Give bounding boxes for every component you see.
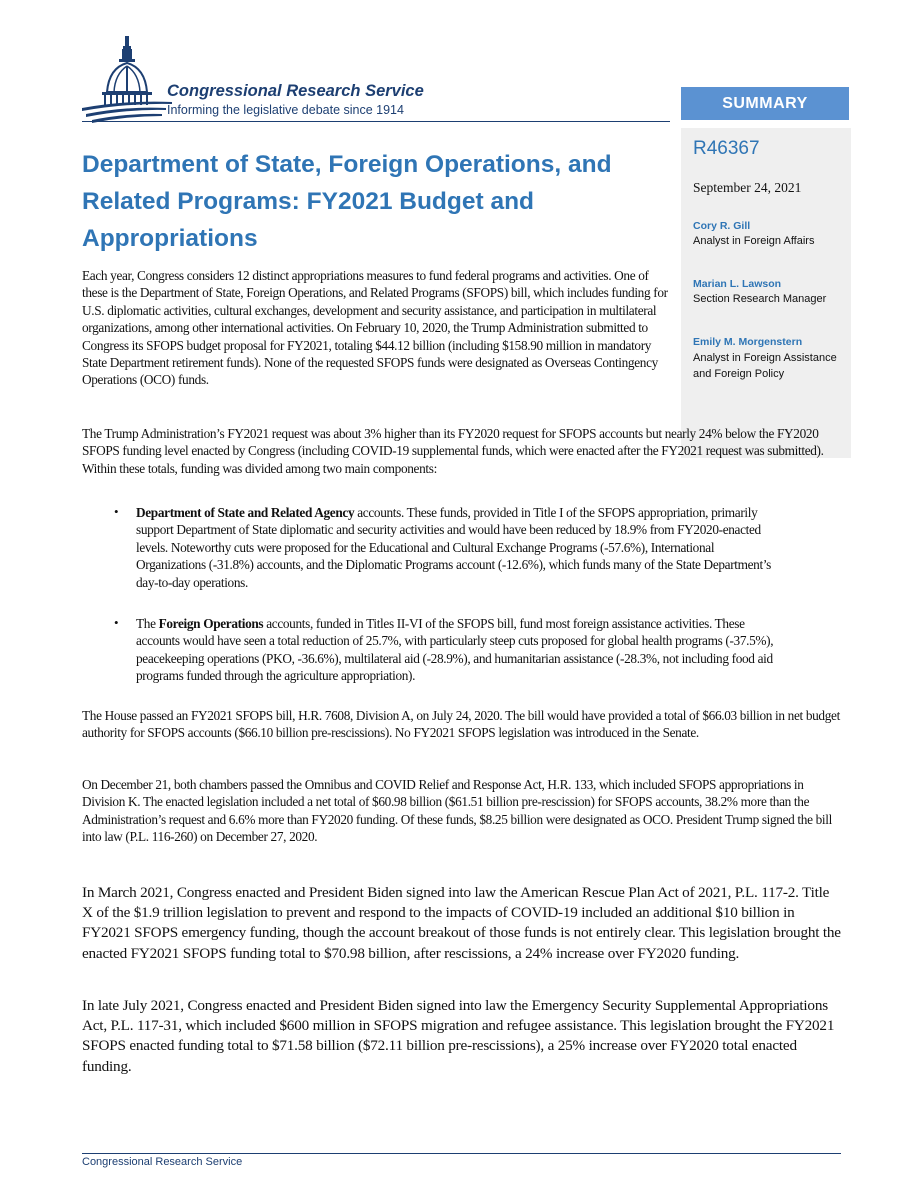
author-title: Analyst in Foreign Assistance and Foreign Policy [693, 352, 837, 380]
author-title: Section Research Manager [693, 293, 827, 305]
bullet-marker: • [114, 504, 119, 519]
paragraph-request-overview: The Trump Administration’s FY2021 request was about 3% higher than its FY2020 request for SFOPS accounts but nearly 24% below the FY2020 SFOPS funding level enacted by Congress (including COVID-19 supplemental funds, which were enacted after the FY2021 request was submitted). Within these totals, funding was divided among two main components: [82, 426, 824, 476]
author-name: Marian L. Lawson [693, 278, 782, 290]
bullet-body: accounts. These funds, provided in Title I of the SFOPS appropriation, primarily support Department of State diplomatic and security activities and would have been reduced by 18.9% from FY2020-enacted levels. Noteworthy cuts were proposed for the Educational and Cultural Exchange Programs (-57.6%), International Organizations (-31.8%) accounts, and the Diplomatic Programs account (-12.6%), which funds many of the State Department’s day-to-day operations. [136, 505, 771, 590]
bullet-foreign-operations [136, 615, 776, 685]
bullet-marker: • [114, 615, 119, 630]
paragraph-intro: Each year, Congress considers 12 distinct appropriations measures to fund federal programs and activities. One of these is the Department of State, Foreign Operations, and Related Programs (SFOPS) bill, which includes funding for U.S. diplomatic activities, cultural exchanges, development and security assistance, and participation in multilateral organizations, among other international activities. On February 10, 2020, the Trump Administration submitted to Congress its SFOPS budget proposal for FY2021, totaling $44.12 billion (including $158.90 million in mandatory State Department retirement funds). None of the requested SFOPS funds were designated as Overseas Contingency Operations (OCO) funds. [82, 268, 668, 388]
report-date: September 24, 2021 [693, 180, 802, 195]
org-name: Congressional Research Service [167, 82, 424, 100]
paragraph-house-bill: The House passed an FY2021 SFOPS bill, H.R. 7608, Division A, on July 24, 2020. The bill would have provided a total of $66.03 billion in net budget authority for SFOPS accounts ($66.10 billion pre-rescissions). No FY2021 SFOPS legislation was introduced in the Senate. [82, 708, 840, 741]
summary-label: SUMMARY [681, 87, 849, 120]
bullet-prefix: The [136, 616, 159, 631]
paragraph-american-rescue-plan: In March 2021, Congress enacted and President Biden signed into law the American Rescue Plan Act of 2021, P.L. 117-2. Title X of the $1.9 trillion legislation to prevent and respond to the impacts of COVID-19 included an additional $10 billion in FY2021 SFOPS emergency funding, though the account breakout of those funds is not entirely clear. This legislation brought the enacted FY2021 SFOPS funding total to $70.98 billion, after rescissions, a 24% increase over FY2020 funding. [82, 884, 841, 962]
footer-divider [82, 1153, 841, 1154]
author-name: Cory R. Gill [693, 220, 751, 232]
document-title: Department of State, Foreign Operations, and Related Programs: FY2021 Budget and Appropriations [82, 151, 612, 252]
footer-text: Congressional Research Service [82, 1156, 243, 1168]
paragraph-omnibus: On December 21, both chambers passed the Omnibus and COVID Relief and Response Act, H.R. 133, which included SFOPS appropriations in Division K. The enacted legislation included a net total of $60.98 billion ($61.51 billion pre-rescission) for SFOPS accounts, 38.2% more than the Administration’s request and 6.6% more than FY2020 funding. Of these funds, $8.25 billion were designated as OCO. President Trump signed the bill into law (P.L. 116-260) on December 27, 2020. [82, 777, 832, 845]
author-title: Analyst in Foreign Affairs [693, 235, 815, 247]
author-name: Emily M. Morgenstern [693, 336, 803, 348]
bullet-state-accounts [136, 504, 776, 591]
report-number: R46367 [693, 138, 760, 159]
bullet-bold-term: Foreign Operations [158, 616, 264, 631]
org-tagline: Informing the legislative debate since 1914 [167, 103, 404, 117]
crs-capitol-logo-icon [82, 32, 172, 124]
paragraph-emergency-supplemental: In late July 2021, Congress enacted and President Biden signed into law the Emergency Security Supplemental Appropriations Act, P.L. 117-31, which included $600 million in SFOPS migration and refugee assistance. This legislation brought the FY2021 SFOPS enacted funding total to $71.58 billion ($72.11 billion pre-rescissions), a 25% increase over FY2020 total enacted funding. [82, 997, 835, 1075]
bullet-bold-term: Department of State and Related Agency [136, 505, 355, 520]
header-divider [82, 121, 670, 122]
bullet-body: accounts, funded in Titles II-VI of the SFOPS bill, fund most foreign assistance activities. These accounts would have seen a total reduction of 25.7%, with particularly steep cuts proposed for global health programs (-37.5%), peacekeeping operations (PKO, -36.6%), multilateral aid (-28.9%), and humanitarian assistance (-28.3%, not including food aid programs funded through the agriculture appropriation). [136, 616, 774, 684]
